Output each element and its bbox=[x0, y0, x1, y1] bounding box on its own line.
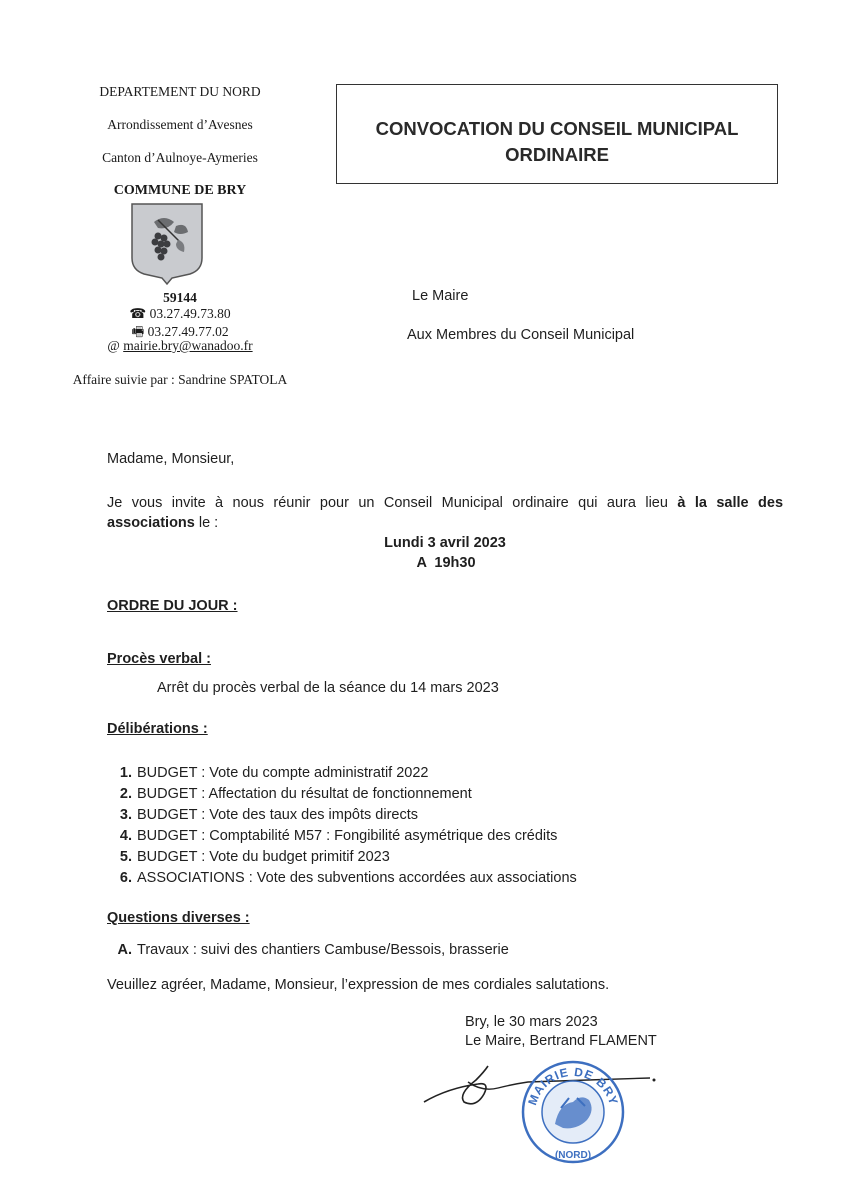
invitation-paragraph bbox=[107, 493, 783, 533]
email-line bbox=[40, 338, 320, 354]
departement: DEPARTEMENT DU NORD bbox=[99, 84, 261, 99]
proces-verbal-item: Arrêt du procès verbal de la séance du 14 mars 2023 bbox=[157, 680, 499, 696]
title-box bbox=[336, 84, 778, 184]
phone-number: 03.27.49.73.80 bbox=[149, 306, 231, 321]
sender: Le Maire bbox=[412, 288, 469, 304]
title-line-1: CONVOCATION DU CONSEIL MUNICIPAL bbox=[375, 118, 739, 139]
affaire-suivie: Affaire suivie par : Sandrine SPATOLA bbox=[72, 372, 288, 387]
questions-heading: Questions diverses : bbox=[107, 910, 250, 926]
deliberations-list bbox=[106, 763, 577, 889]
list-item: 4. BUDGET : Comptabilité M57 : Fongibilité asymétrique des crédits bbox=[119, 828, 558, 844]
list-item: 5. BUDGET : Vote du budget primitif 2023 bbox=[119, 849, 390, 865]
salutation: Madame, Monsieur, bbox=[107, 451, 235, 467]
place-date: Bry, le 30 mars 2023 bbox=[465, 1014, 598, 1030]
list-item: 6. ASSOCIATIONS : Vote des subventions accordées aux associations bbox=[119, 870, 577, 886]
list-item: A. Travaux : suivi des chantiers Cambuse/Bessois, brasserie bbox=[117, 942, 509, 958]
postal-code: 59144 bbox=[163, 290, 197, 305]
ordre-du-jour-heading: ORDRE DU JOUR : bbox=[107, 598, 238, 614]
proces-verbal-heading: Procès verbal : bbox=[107, 651, 211, 667]
stamp-text-bottom: (NORD) bbox=[554, 1150, 592, 1161]
list-item: 2. BUDGET : Affectation du résultat de fonctionnement bbox=[119, 786, 472, 802]
stamp-text-top: MAIRIE DE BRY bbox=[525, 1064, 621, 1108]
title-line-2: ORDINAIRE bbox=[505, 144, 609, 165]
commune-name: COMMUNE DE BRY bbox=[113, 183, 247, 198]
meeting-date: Lundi 3 avril 2023 bbox=[384, 535, 506, 551]
deliberations-heading: Délibérations : bbox=[107, 721, 208, 737]
at-icon: @ bbox=[107, 338, 120, 353]
crest-logo bbox=[128, 200, 206, 286]
canton: Canton d’Aulnoye-Aymeries bbox=[102, 150, 258, 165]
fax-icon: 🖷 bbox=[131, 324, 145, 339]
telephone-icon: ☎ bbox=[129, 306, 147, 321]
mairie-stamp bbox=[519, 1058, 627, 1166]
list-item: 1. BUDGET : Vote du compte administratif 2022 bbox=[119, 765, 429, 781]
arrondissement: Arrondissement d’Avesnes bbox=[107, 117, 253, 132]
invitation-text-2: le : bbox=[194, 515, 219, 531]
invitation-text-1: Je vous invite à nous réunir pour un Conseil Municipal ordinaire qui aura lieu bbox=[107, 495, 678, 511]
fax-number: 03.27.49.77.02 bbox=[147, 324, 229, 339]
phone-line bbox=[40, 306, 320, 322]
list-item: 3. BUDGET : Vote des taux des impôts directs bbox=[119, 807, 418, 823]
email-link[interactable]: mairie.bry@wanadoo.fr bbox=[123, 338, 253, 353]
closing-formula: Veuillez agréer, Madame, Monsieur, l’expression de mes cordiales salutations. bbox=[107, 977, 610, 993]
questions-list bbox=[106, 940, 509, 961]
meeting-time: A 19h30 bbox=[416, 555, 476, 571]
recipient: Aux Membres du Conseil Municipal bbox=[407, 327, 635, 343]
signer-name: Le Maire, Bertrand FLAMENT bbox=[465, 1033, 657, 1049]
invitation-location: à la salle des associations bbox=[107, 495, 784, 531]
